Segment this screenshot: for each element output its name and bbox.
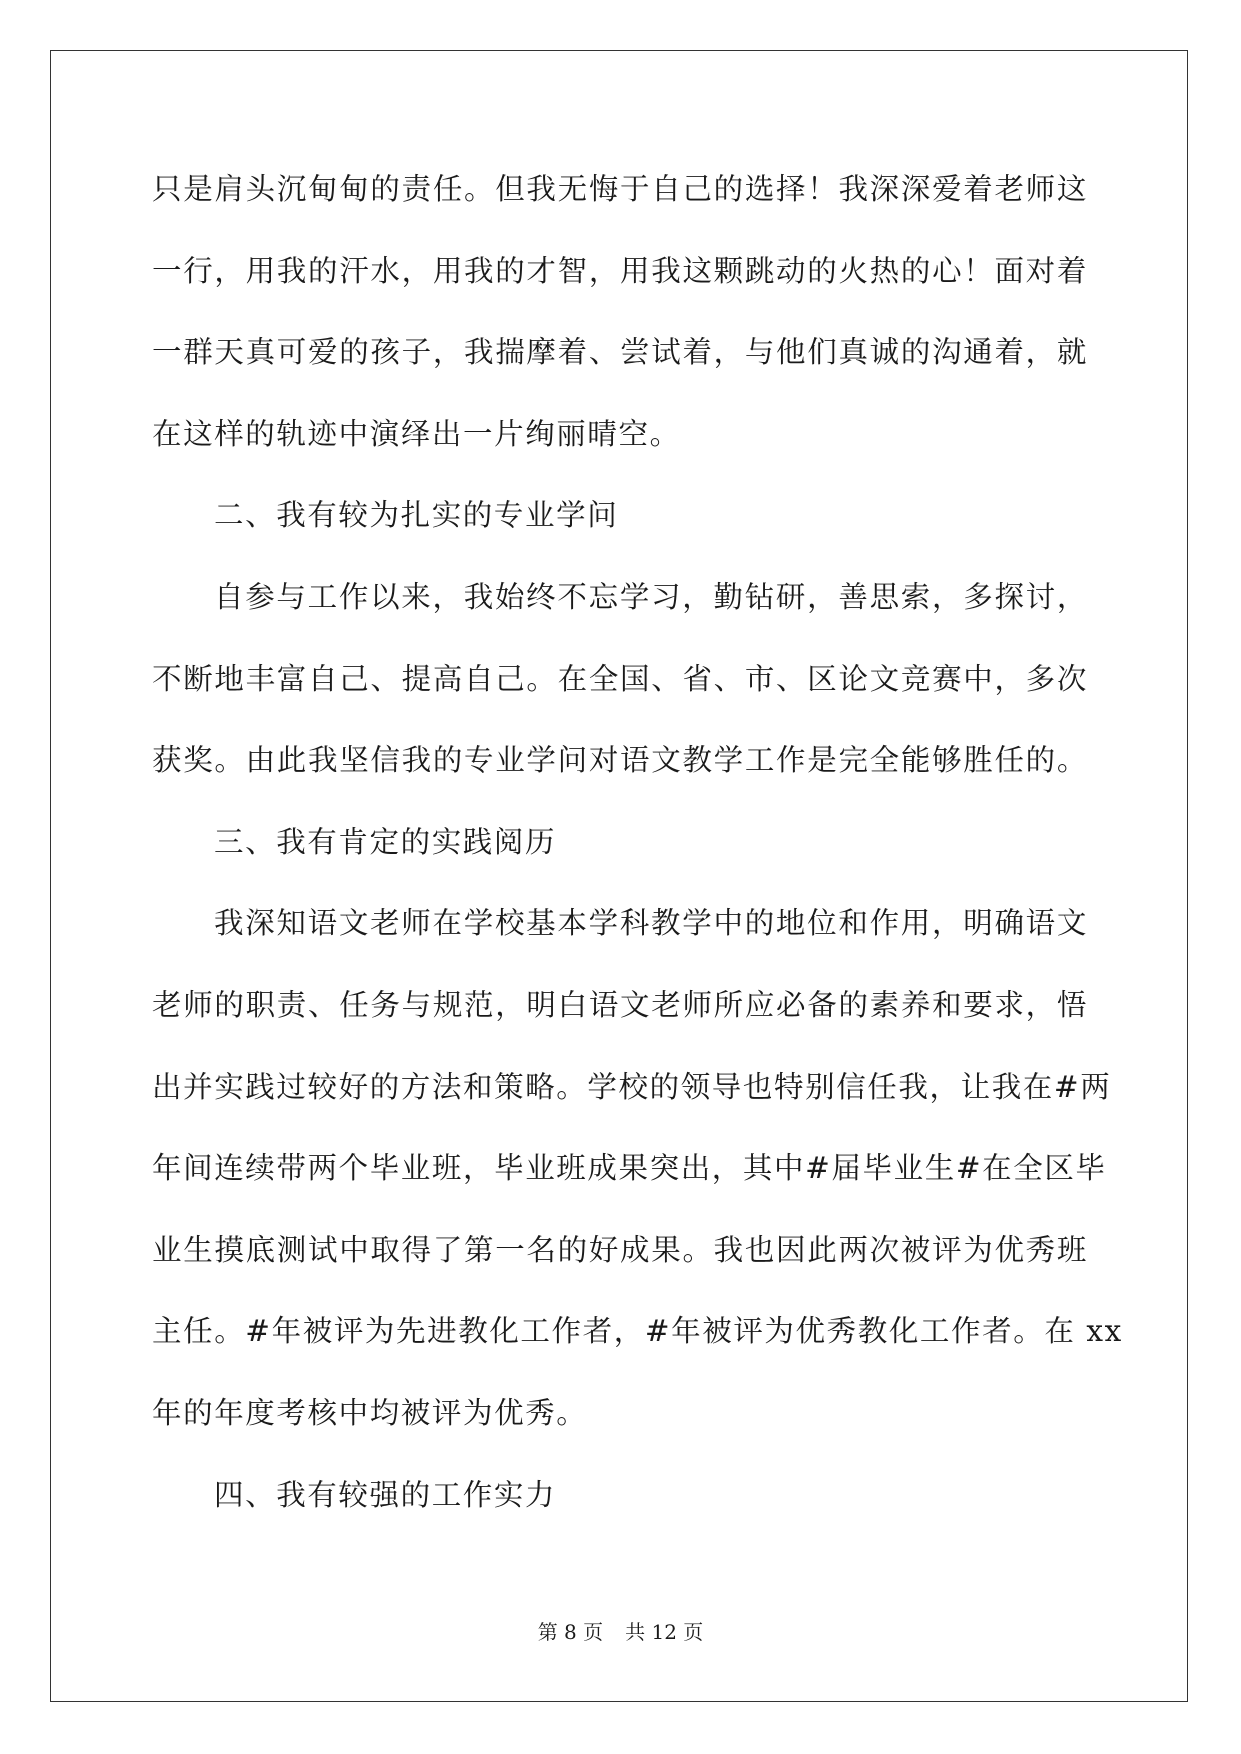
text-line: 一群天真可爱的孩子，我揣摩着、尝试着，与他们真诚的沟通着，就 — [152, 335, 1088, 370]
text-line: 不断地丰富自己、提高自己。在全国、省、市、区论文竞赛中，多次 — [152, 661, 1088, 696]
text-line: 自参与工作以来，我始终不忘学习，勤钻研，善思索，多探讨， — [214, 579, 1088, 614]
section-heading: 三、我有肯定的实践阅历 — [214, 824, 557, 859]
text-line: 我深知语文老师在学校基本学科教学中的地位和作用，明确语文 — [214, 906, 1088, 941]
text-line: 业生摸底测试中取得了第一名的好成果。我也因此两次被评为优秀班 — [152, 1232, 1088, 1267]
text-line: 年间连续带两个毕业班，毕业班成果突出，其中#届毕业生#在全区毕 — [152, 1151, 1107, 1186]
section-heading: 二、我有较为扎实的专业学问 — [214, 498, 619, 533]
page-footer — [0, 1618, 1241, 1646]
page-total: 共 12 页 — [625, 1620, 704, 1644]
text-line: 出并实践过较好的方法和策略。学校的领导也特别信任我，让我在#两 — [152, 1069, 1112, 1104]
text-line: 一行，用我的汗水，用我的才智，用我这颗跳动的火热的心！面对着 — [152, 253, 1088, 288]
page-number: 第 8 页 — [537, 1620, 604, 1644]
text-line: 在这样的轨迹中演绎出一片绚丽晴空。 — [152, 416, 681, 451]
text-line: 主任。#年被评为先进教化工作者，#年被评为优秀教化工作者。在 xx — [152, 1314, 1123, 1349]
text-line: 年的年度考核中均被评为优秀。 — [152, 1395, 588, 1430]
text-line: 只是肩头沉甸甸的责任。但我无悔于自己的选择！我深深爱着老师这 — [152, 172, 1088, 206]
section-heading: 四、我有较强的工作实力 — [214, 1477, 557, 1512]
text-line: 获奖。由此我坚信我的专业学问对语文教学工作是完全能够胜任的。 — [152, 743, 1088, 778]
text-line: 老师的职责、任务与规范，明白语文老师所应必备的素养和要求，悟 — [152, 987, 1088, 1022]
document-body — [152, 160, 1123, 1547]
